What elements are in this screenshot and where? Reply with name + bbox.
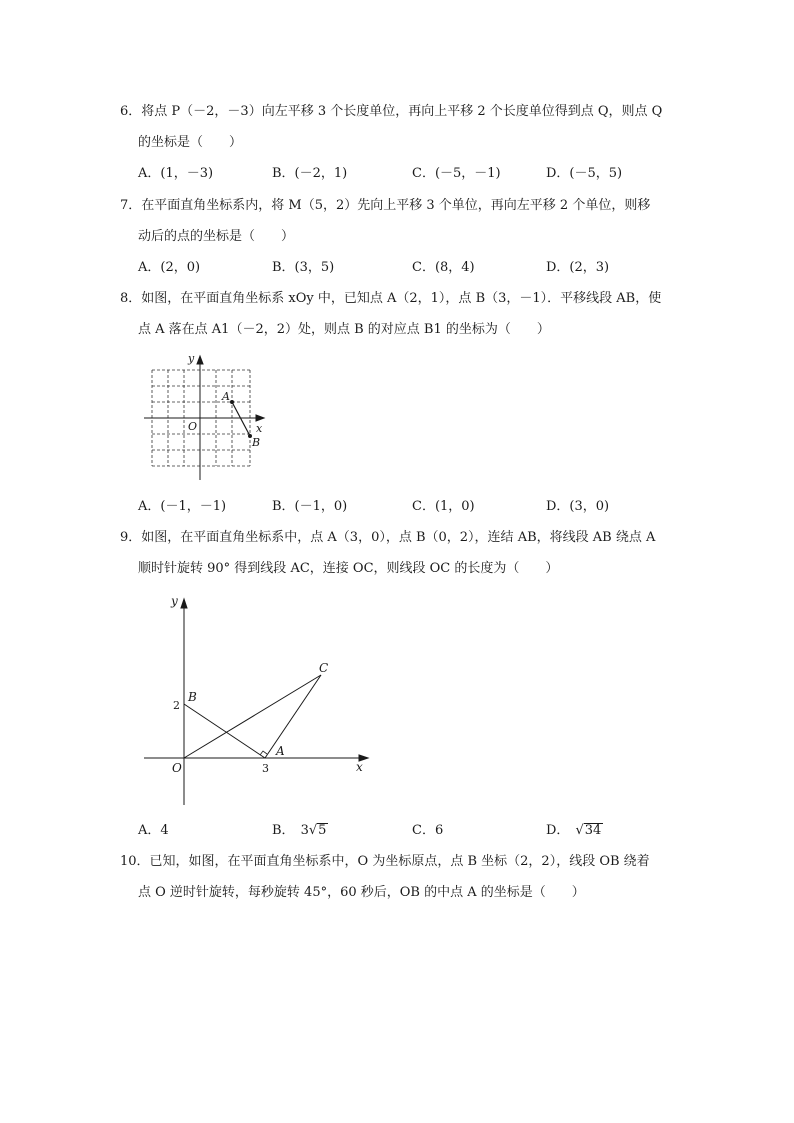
q9-segment-oc	[184, 675, 321, 758]
q9-segment-ac	[265, 675, 321, 758]
q8-segment-ab	[232, 402, 250, 436]
q9-a-label: A	[276, 744, 285, 758]
q8-point-a	[231, 401, 234, 404]
q6-option-c[interactable]: C．(－5，－1)	[412, 166, 501, 181]
q9-option-d-letter: D．	[546, 823, 570, 838]
q9-option-b[interactable]	[272, 822, 328, 840]
q9-b-label: B	[188, 690, 197, 704]
q8-stem-line1: 8．如图，在平面直角坐标系 xOy 中，已知点 A（2，1），点 B（3，－1）．平移线段 AB，使	[120, 291, 662, 306]
q9-option-c[interactable]: C．6	[412, 823, 444, 838]
q6-option-d[interactable]: D．(－5，5)	[546, 166, 623, 181]
q10-stem-line1: 10．已知，如图，在平面直角坐标系中，O 为坐标原点，点 B 坐标（2，2），线段 OB 绕着	[120, 854, 650, 869]
q7-option-b[interactable]: B．(3，5)	[272, 260, 335, 275]
q9-origin-label: O	[172, 761, 182, 775]
q9-tick-y-2: 2	[173, 699, 180, 712]
q9-tick-x-3: 3	[262, 762, 269, 775]
q10-stem-line2: 点 O 逆时针旋转，每秒旋转 45°，60 秒后，OB 的中点 A 的坐标是（ ）	[138, 885, 585, 900]
q9-stem-line1: 9．如图，在平面直角坐标系中，点 A（3，0），点 B（0，2），连结 AB，将线段 AB 绕点 A	[120, 530, 656, 545]
q8-x-label: x	[256, 422, 263, 435]
q7-option-c[interactable]: C．(8，4)	[412, 260, 475, 275]
q6-stem-line2: 的坐标是（ ）	[138, 135, 243, 150]
q8-option-c[interactable]: C．(1，0)	[412, 499, 475, 514]
q8-a-label: A	[222, 390, 230, 403]
q8-y-arrow	[197, 356, 203, 364]
q8-grid-figure	[140, 350, 275, 485]
q9-option-b-radical-sign: √	[308, 823, 318, 838]
q8-b-label: B	[252, 436, 261, 449]
q9-rotation-figure	[140, 585, 380, 810]
q8-option-d[interactable]: D．(3，0)	[546, 499, 610, 514]
q9-y-arrow	[181, 599, 187, 608]
q6-option-b[interactable]: B．(－2，1)	[272, 166, 348, 181]
q8-x-arrow	[256, 415, 264, 421]
q9-stem-line2: 顺时针旋转 90° 得到线段 AC，连接 OC，则线段 OC 的长度为（ ）	[138, 561, 559, 576]
q8-origin-label: O	[188, 420, 198, 433]
q8-option-b[interactable]: B．(－1，0)	[272, 499, 348, 514]
q9-option-d[interactable]	[546, 822, 603, 840]
q8-stem-line2: 点 A 落在点 A1（－2，2）处，则点 B 的对应点 B1 的坐标为（ ）	[138, 322, 550, 337]
q9-option-d-radical-sign: √	[575, 823, 584, 838]
q9-option-a[interactable]: A．4	[138, 823, 169, 838]
q6-stem-line1: 6．将点 P（－2，－3）向左平移 3 个长度单位，再向上平移 2 个长度单位得到点 Q，则点 Q	[120, 104, 663, 119]
q9-segment-ab	[184, 704, 265, 758]
q9-right-angle-mark	[260, 751, 267, 755]
q9-c-label: C	[319, 661, 329, 675]
q8-option-a[interactable]: A．(－1，－1)	[138, 499, 227, 514]
q9-option-b-letter: B．	[272, 823, 295, 838]
q8-y-label: y	[188, 352, 195, 365]
q6-option-a[interactable]: A．(1，－3)	[138, 166, 214, 181]
q7-option-a[interactable]: A．(2，0)	[138, 260, 201, 275]
q9-x-label: x	[356, 760, 363, 774]
q9-y-label: y	[171, 594, 178, 608]
q7-stem-line1: 7．在平面直角坐标系内，将 M（5，2）先向上平移 3 个单位，再向左平移 2 个单位，则移	[120, 198, 651, 213]
q9-option-b-radicand: 5	[318, 823, 327, 838]
q7-stem-line2: 动后的点的坐标是（ ）	[138, 229, 295, 244]
q7-option-d[interactable]: D．(2，3)	[546, 260, 610, 275]
q9-option-b-coef: 3	[300, 823, 309, 838]
q9-option-d-radicand: 34	[584, 823, 602, 838]
